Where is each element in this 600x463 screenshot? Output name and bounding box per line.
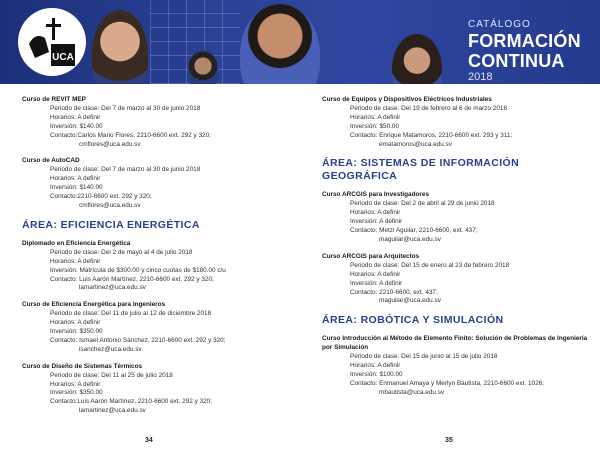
catalog-title: [468, 20, 581, 83]
course-cost: Inversión: $100.00: [350, 370, 403, 378]
course-hours: Horarios: A definir: [50, 113, 101, 121]
course-email: cmflores@uca.edu.sv: [79, 201, 141, 209]
course-email: mbautista@uca.edu.sv: [379, 388, 445, 396]
course-cost: Inversión: $50.00: [350, 122, 400, 130]
page-number-left: 34: [145, 437, 153, 444]
course-email: lamartinez@uca.edu.sv: [79, 407, 146, 415]
catalog-label: CATÁLOGO: [468, 19, 531, 30]
course-title: Curso ARCGIS para Arquitectos: [322, 252, 420, 260]
course-entry: [322, 96, 592, 149]
course-hours: Horarios: A definir: [50, 175, 101, 183]
area-heading: ÁREA: ROBÓTICA Y SIMULACIÓN: [322, 314, 504, 327]
course-title: Curso de Diseño de Sistemas Térmicos: [22, 362, 143, 370]
course-hours: Horarios: A definir: [350, 362, 401, 370]
course-email: ematamoros@uca.edu.sv: [379, 140, 452, 148]
title-line1: FORMACIÓN: [468, 31, 581, 51]
course-title: Curso de AutoCAD: [22, 157, 80, 165]
photo-person-woman-left: [92, 10, 148, 84]
photo-person-background: [188, 50, 218, 84]
course-hours: Horarios: A definir: [50, 257, 101, 265]
course-hours: Horarios: A definir: [50, 319, 101, 327]
course-email: isanchez@uca.edu.sv: [79, 345, 142, 353]
area-heading: ÁREA: SISTEMAS DE INFORMACIÓN GEOGRÁFICA: [322, 157, 520, 183]
course-period: Periodo de clase: Del 2 de mayo al 4 de julio 2018: [50, 248, 193, 256]
course-email: cmflores@uca.edu.sv: [79, 140, 141, 148]
page-number-right: 35: [445, 437, 453, 444]
course-cost: Inversión: $140.00: [50, 122, 103, 130]
course-email: lamartinez@uca.edu.sv: [79, 284, 146, 292]
uca-logo: [18, 8, 86, 76]
course-title: Diplomado en Eficiencia Energética: [22, 239, 131, 247]
course-period: Periodo de clase: Del 7 de marzo al 30 de junio 2018: [50, 166, 201, 174]
header-banner: [0, 0, 600, 84]
course-contact: Contacto:Carlos Mario Flores, 2210-6600 ext. 292 y 320;: [50, 131, 211, 139]
course-entry: [22, 157, 292, 210]
course-email: maguilar@uca.edu.sv: [379, 297, 441, 305]
photo-person-man-center: [240, 4, 320, 84]
course-period: Periodo de clase: Del 2 de abril al 29 de junio 2018: [350, 200, 495, 208]
course-period: Periodo de clase: Del 15 de junio al 15 de julio 2018: [350, 353, 498, 361]
course-cost: Inversión: A definir: [350, 218, 403, 226]
course-title: Curso de REVIT MEP: [22, 96, 86, 103]
catalog-year: 2018: [468, 71, 493, 83]
course-period: Periodo de clase: Del 15 de enero al 23 de febrero 2018: [350, 261, 510, 269]
course-entry: [22, 363, 292, 416]
logo-text: UCA: [52, 52, 74, 63]
course-entry: [22, 96, 292, 149]
course-contact: Contacto: 2210-6600, ext. 437;: [350, 288, 438, 296]
right-column: [322, 96, 592, 406]
course-hours: Horarios: A definir: [350, 270, 401, 278]
course-hours: Horarios: A definir: [50, 380, 101, 388]
photo-person-woman-right: [392, 34, 442, 84]
course-cost: Inversión: Matrícula de $300.00 y cinco cuotas de $180.00 c/u: [50, 266, 226, 274]
course-title: Curso de Equipos y Dispositivos Eléctricos Industriales: [322, 96, 492, 103]
course-cost: Inversión: $350.00: [50, 328, 103, 336]
course-period: Periodo de clase: Del 7 de marzo al 30 de junio 2018: [50, 104, 201, 112]
course-title: Curso ARCGIS para Investigadores: [322, 191, 430, 199]
course-title: Curso de Eficiencia Energética para Ingenieros: [22, 301, 166, 309]
course-entry: [322, 191, 592, 244]
course-contact: Contacto:2210-6600 ext. 292 y 320;: [50, 193, 152, 201]
course-period: Periodo de clase: Del 19 de febrero al 6 de marzo 2018: [350, 104, 508, 112]
course-email: maguilar@uca.edu.sv: [379, 235, 441, 243]
course-contact: Contacto: Enrique Matamoros, 2210-6600 ext. 293 y 311;: [350, 131, 513, 139]
uca-logo-icon: [25, 14, 79, 70]
course-cost: Inversión: A definir: [350, 279, 403, 287]
course-contact: Contacto: Enmanuel Amaya y Merlyn Bautista, 2210-6600 ext. 1026;: [350, 379, 544, 387]
left-column: [22, 96, 292, 424]
course-cost: Inversión: $140.00: [50, 184, 103, 192]
course-period: Periodo de clase: Del 11 de julio al 12 de diciembre 2018: [50, 310, 212, 318]
course-entry: [322, 253, 592, 306]
course-cost: Inversión: $350.00: [50, 389, 103, 397]
course-entry: [22, 301, 292, 354]
course-period: Periodo de clase: Del 11 al 25 de julio 2018: [50, 371, 173, 379]
course-contact: Contacto: Metzi Aguilar, 2210-6600, ext. 437;: [350, 227, 478, 235]
course-contact: Contacto: Ismael Antonio Sánchez, 2210-6600 ext. 292 y 320;: [50, 336, 226, 344]
area-heading: ÁREA: EFICIENCIA ENERGÉTICA: [22, 218, 200, 231]
course-contact: Contacto: Luis Aarón Martínez, 2210-6600 ext. 292 y 320;: [50, 275, 214, 283]
course-title: Curso Introducción al Método de Elemento Finito: Solución de Problemas de Ingeniería por Simulación: [322, 335, 588, 352]
course-hours: Horarios: A definir: [350, 113, 401, 121]
course-entry: [22, 240, 292, 293]
course-hours: Horarios: A definir: [350, 209, 401, 217]
title-line2: CONTINUA: [468, 51, 565, 71]
course-contact: Contacto:Luis Aarón Martínez, 2210-6600 ext. 292 y 320;: [50, 398, 212, 406]
course-entry: [322, 335, 592, 397]
